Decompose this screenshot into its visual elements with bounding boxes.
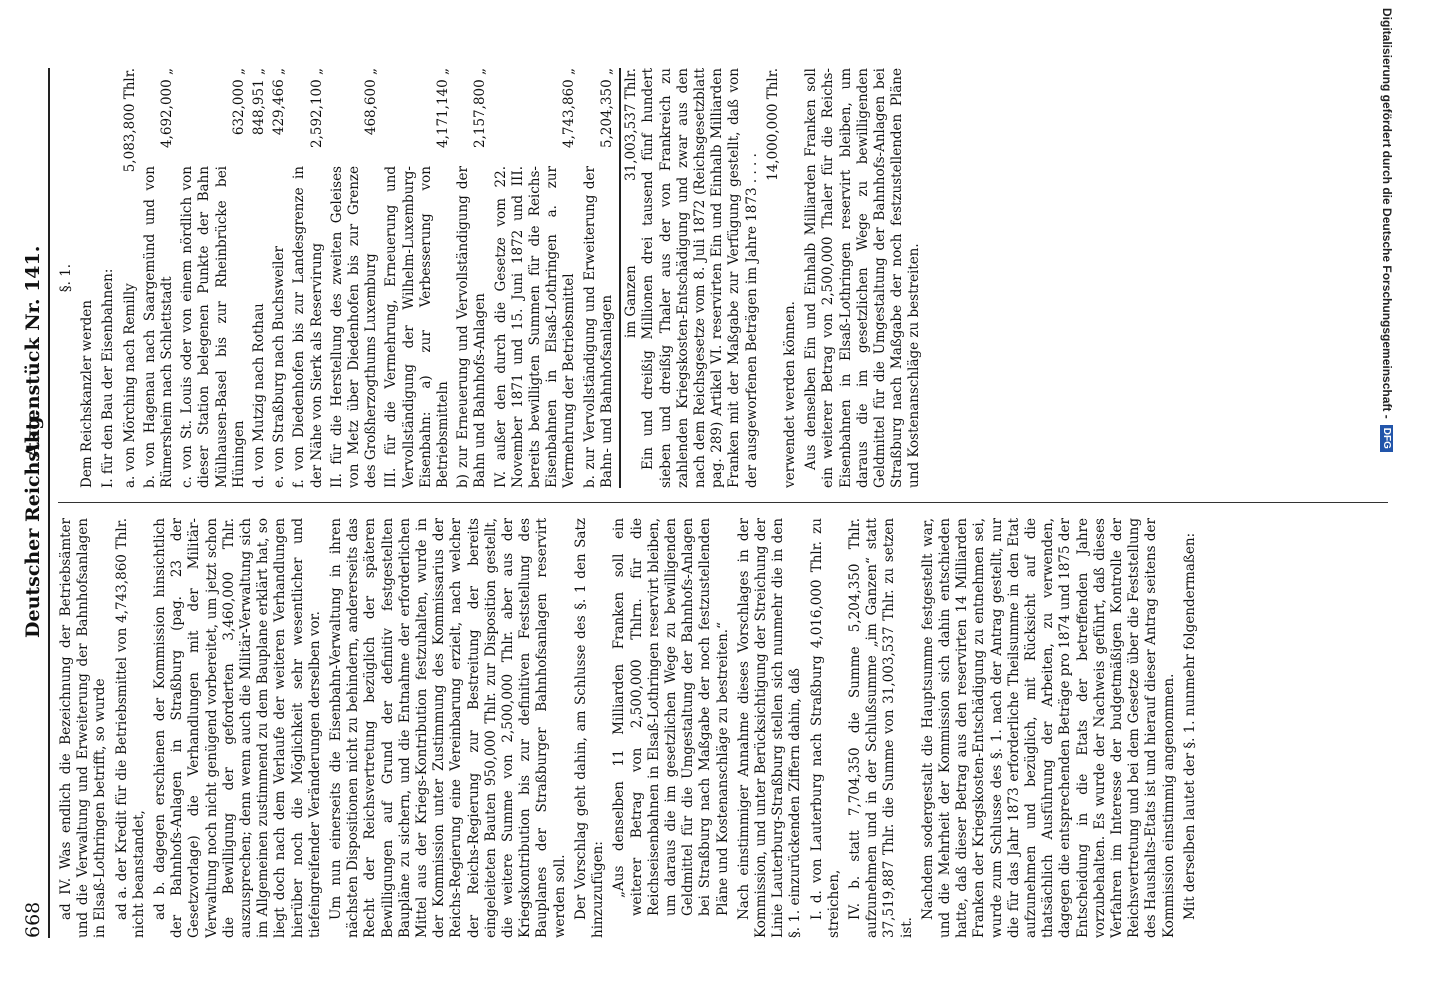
- heading-i: I. für den Bau der Eisenbahnen:: [100, 268, 117, 488]
- amount-label: a. von Mörching nach Remilly: [121, 283, 138, 488]
- amount: 4,743,860 „: [561, 68, 578, 148]
- amount: 2,157,800 „: [472, 68, 489, 148]
- journal-title: Deutscher Reichstag.: [22, 409, 44, 638]
- amount: 4,171,140 „: [435, 68, 452, 148]
- dfg-logo: DFG: [1381, 425, 1394, 452]
- amount-row: [383, 68, 452, 488]
- section-heading: §. 1.: [58, 263, 74, 293]
- paragraph: Nach einstimmiger Annahme dieses Vorschlages in der Kommission, und unter Berücksichtigung der Streichung der Linie Lauterburg-Straßburg stellen sich nunmehr die in den §. 1. einzurückenden Ziffern dahin, daß: [735, 518, 804, 938]
- paragraph: Ein und dreißig Millionen drei tausend fünf hundert sieben und dreißig Thaler aus der von Frankreich zu zahlenden Kriegskosten-Entschädigung und zwar aus den nach dem Reichsgesetze vom 8. Juli 1872 (Reichsgesetzblatt pag. 289) Artikel VI. reservirten Ein und Einhalb Milliarden Franken mit der Maßgabe zur Verfügung gestellt, daß von der ausgeworfenen Beträgen im Jahre 1873 . . . .: [640, 68, 760, 488]
- amount-label: d. von Mutzig nach Rothau: [251, 303, 268, 488]
- paragraph: ad b. dagegen erschienen der Kommission hinsichtlich der Bahnhofs-Anlagen in Straßburg (pag. 23 der Gesetzvorlage) die Verhandlungen mit der Militär-Verwaltung noch nicht genügend vorbereitet, um jetzt schon die Bewilligung der geforderten 3,460,000 Thlr. auszusprechen; denn wenn auch die Militär-Verwaltung sich im Allgemeinen zustimmend zu dem Bauplane erklärt hat, so liegt doch nach dem Verlaufe der weiteren Verhandlungen hierüber noch die Möglichkeit sehr wesentlicher und tiefeingreifender Veränderungen derselben vor.: [152, 518, 323, 938]
- amount-row: [251, 68, 268, 488]
- amount: 848,951 „: [251, 68, 268, 136]
- amount-row: [582, 68, 616, 488]
- amount-label: II. für die Herstellung des zweiten Geleises von Metz über Diedenhofen bis zur Grenze des Großherzogthums Luxemburg: [328, 166, 380, 488]
- page-number: 668: [22, 901, 44, 938]
- amount-row: [179, 68, 248, 488]
- sum-rule: [619, 68, 621, 488]
- intro: Dem Reichskanzler werden: [79, 300, 96, 488]
- amount-label: c. von St. Louis oder von einem nördlich von dieser Station belegenen Punkte der Bahn Mülhausen-Basel bis zur Rheinbrücke bei Hüningen: [179, 166, 247, 488]
- paragraph: Mit derselben lautet der §. 1. nunmehr folgendermaßen:: [1181, 532, 1198, 920]
- paragraph: Aus denselben Ein und Einhalb Milliarden Franken soll ein weiterer Betrag von 2,500,000 Thaler für die Reichs-Eisenbahnen in Elsaß-Lothringen reservirt bleiben, um daraus die im gesetzlichen Wege zu bewilligenden Geldmittel für die Umgestaltung der Bahnhofs-Anlagen bei Straßburg nach Maßgabe der noch festzustellenden Pläne und Kostenanschläge zu bestreiten.: [803, 68, 923, 488]
- amount-row: [455, 68, 489, 488]
- amount: 468,600 „: [363, 68, 380, 136]
- amount: 2,592,100 „: [308, 68, 325, 148]
- amount-label: b. von Hagenau nach Saargemünd und von Rümersheim nach Schlettstadt: [141, 166, 176, 488]
- paragraph: Um nun einerseits die Eisenbahn-Verwaltung in ihren nächsten Dispositionen nicht zu behindern, andererseits das Recht der Reichsvertretung bezüglich der späteren Bewilligungen auf Grund der definitiv festgestellten Baupläne zu sichern, und die Entnahme der erforderlichen Mittel aus der Kriegs-Kontribution festzuhalten, wurde in der Kommission unter Zustimmung des Kommissarius der Reichs-Regierung eine Vereinbarung erzielt, nach welcher der Reichs-Regierung zur Bestreitung der bereits eingeleiteten Bauten 950,000 Thlr. zur Disposition gestellt, die weitere Summe von 2,500,000 Thlr. aber aus der Kriegskontribution bis zur definitiven Feststellung des Bauplanes der Straßburger Bahnhofsanlagen reservirt werden soll.: [328, 518, 568, 938]
- amount-label: e. von Straßburg nach Buchsweiler: [271, 246, 288, 488]
- column-divider: [58, 502, 1388, 503]
- amount: 4,692,000 „: [159, 68, 176, 148]
- paragraph: I. d. von Lauterburg nach Straßburg 4,016,000 Thlr. zu streichen,: [808, 518, 842, 938]
- amount-row: [765, 68, 782, 488]
- paragraph: ad IV. Was endlich die Bezeichnung der Betriebsämter und die Verwaltung und Erweiterung der Bahnhofsanlagen in Elsaß-Lothringen betrifft, so wurde: [58, 518, 109, 938]
- amount-list: [122, 68, 616, 488]
- amount-row: [329, 68, 381, 488]
- amount: 14,000,000 Thlr.: [764, 68, 781, 181]
- amount-label: b. zur Vervollständigung und Erweiterung der Bahn- und Bahnhofsanlagen: [581, 166, 615, 488]
- amount: 5,204,350 „: [598, 68, 615, 148]
- left-column: [58, 518, 1203, 938]
- document-number: Aktenstück Nr. 141.: [22, 245, 44, 458]
- amount: 5,083,800 Thlr.: [121, 68, 138, 173]
- amount-row: [271, 68, 288, 488]
- paragraph: verwendet werden können.: [781, 301, 798, 488]
- amount-row: [493, 68, 579, 488]
- amount: 429,466 „: [271, 68, 288, 136]
- paragraph: IV. b. statt 7,704,350 die Summe 5,204,350 Thlr. aufzunehmen und in der Schlußsumme „im Ganzen“ statt 37,519,887 Thlr. die Summe von 31,003,537 Thlr. zu setzen ist.: [846, 518, 915, 938]
- paragraph: Nachdem sodergestalt die Hauptsumme festgestellt war, und die Mehrheit der Kommission sich dahin entschieden hatte, daß dieser Betrag aus den reservirten 14 Milliarden Franken der Kriegskosten-Entschädigung zu entnehmen sei, wurde zum Schlusse des §. 1. nach der Antrag gestellt, nur die für das Jahr 1873 erforderliche Theilsumme in den Etat aufzunehmen und bezüglich, mit Rücksicht auf die thatsächlich Ausführung der Arbeiten, zu verwenden, dagegen die entsprechenden Beträge pro 1874 und 1875 der Entscheidung in die Etats der betreffenden Jahre vorzubehalten. Es wurde der Nachweis geführt, daß dieses Verfahren im Interesse der budgetmäßigen Kontrolle der Reichsvertretung und bei dem Gesetze über die Feststellung des Haushalts-Etats ist und hierauf dieser Antrag seitens der Kommission einstimmig angenommen.: [919, 518, 1177, 938]
- footer-text: Digitalisierung gefördert durch die Deutsche Forschungsgemeinschaft -: [1380, 8, 1394, 419]
- total-row: [623, 68, 640, 488]
- amount-label: III. für die Vermehrung, Erneuerung und Vervollständigung der Wilhelm-Luxemburg-Eisenbahn: a) zur Verbesserung von Betriebsmitteln: [383, 166, 452, 488]
- page-header: [20, 68, 50, 938]
- quote: „Aus denselben 11 Milliarden Franken soll ein weiterer Betrag von 2,500,000 Thlrn. für die Reichseisenbahnen in Elsaß-Lothringen reservirt bleiben, um daraus die im gesetzlichen Wege zu bewilligenden Geldmittel für die Umgestaltung der Bahnhofs-Anlagen bei Straßburg nach Maßgabe der noch festzustellenden Pläne und Kostenanschläge zu bestreiten.“: [611, 518, 731, 916]
- paragraph: ad a. der Kredit für die Betriebsmittel von 4,743,860 Thlr. nicht beanstandet,: [113, 518, 147, 938]
- amount-label: b) zur Erneuerung und Vervollständigung der Bahn und Bahnhofs-Anlagen: [455, 166, 489, 488]
- amount-row: [291, 68, 325, 488]
- amount-row: [142, 68, 176, 488]
- total-label: im Ganzen: [623, 265, 640, 338]
- amount-label: IV. außer den durch die Gesetze vom 22. November 1871 und 15. Juni 1872 und III. bereits bewilligten Summen für die Reichs-Eisenbahnen in Elsaß-Lothringen a. zur Vermehrung der Betriebsmittel: [492, 166, 578, 488]
- amount-row: [122, 68, 139, 488]
- amount-label: f. von Diedenhofen bis zur Landesgrenze in der Nähe von Sierk als Reservirung: [291, 166, 325, 488]
- digitization-footer: [1372, 0, 1402, 1000]
- paragraph: Der Vorschlag geht dahin, am Schlusse des §. 1 den Satz hinzuzufügen:: [572, 518, 607, 938]
- amount: 632,000 „: [230, 68, 247, 136]
- total-amount: 31,003,537 Thlr.: [623, 68, 640, 181]
- right-column: [58, 68, 928, 488]
